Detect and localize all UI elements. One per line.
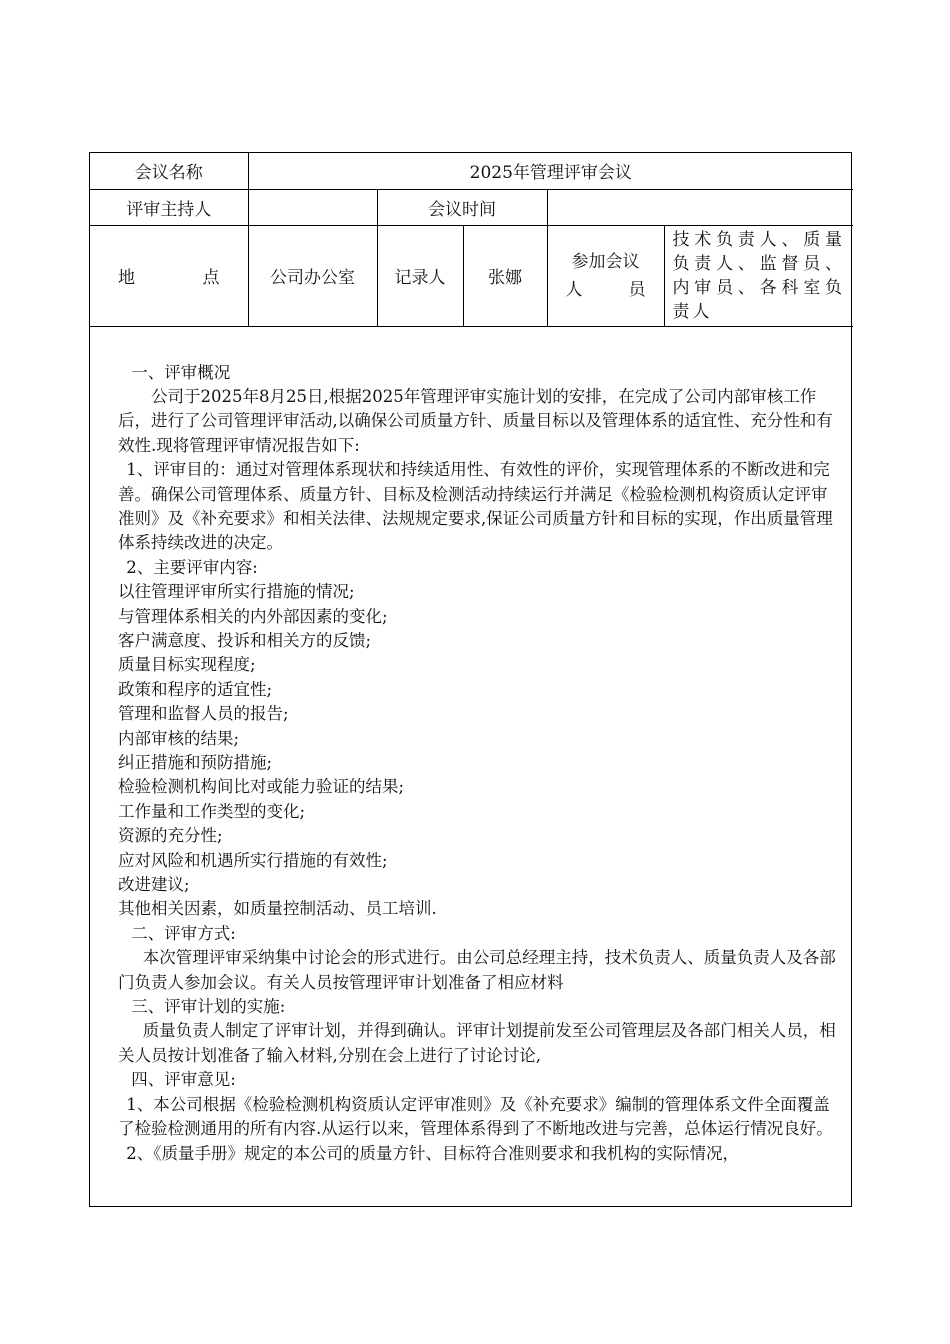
attendees-line: 内审员、各科室负 bbox=[672, 277, 846, 298]
location-label: 地 点 bbox=[90, 225, 248, 326]
list-item: 应对风险和机遇所实行措施的有效性; bbox=[118, 850, 388, 870]
list-item: 质量目标实现程度; bbox=[118, 655, 256, 675]
overview-paragraph: 公司于2025年8月25日,根据2025年管理评审实施计划的安排，在完成了公司内部审核工作后，进行了公司管理评审活动,以确保公司质量方针、质量目标以及管理体系的适宜性、充分性和有效性.现将管理评审情况报告如下: bbox=[118, 386, 833, 455]
attendees-label-line1: 参加会议 bbox=[571, 251, 640, 272]
attendees-label bbox=[547, 225, 664, 326]
section-overview-title: 一、评审概况 bbox=[131, 362, 231, 382]
list-item: 资源的充分性; bbox=[118, 826, 223, 846]
list-item: 其他相关因素，如质量控制活动、员工培训. bbox=[118, 899, 437, 919]
time-value bbox=[547, 189, 853, 225]
attendees-label-line2: 人 员 bbox=[565, 279, 646, 300]
list-item: 与管理体系相关的内外部因素的变化; bbox=[118, 606, 388, 626]
list-item: 工作量和工作类型的变化; bbox=[118, 801, 306, 821]
list-item: 检验检测机构间比对或能力验证的结果; bbox=[118, 777, 405, 797]
recorder-value: 张娜 bbox=[463, 225, 547, 326]
time-label: 会议时间 bbox=[377, 189, 547, 225]
list-item: 管理和监督人员的报告; bbox=[118, 704, 289, 724]
list-item: 政策和程序的适宜性; bbox=[118, 679, 273, 699]
list-item: 以往管理评审所实行措施的情况; bbox=[118, 582, 355, 602]
opinion-item-2: 2、《质量手册》规定的本公司的质量方针、目标符合准则要求和我机构的实际情况， bbox=[126, 1143, 739, 1163]
meeting-record-form bbox=[89, 152, 852, 1207]
review-content-heading: 2、主要评审内容: bbox=[126, 557, 258, 577]
attendees-line: 技术负责人、质量 bbox=[672, 229, 846, 250]
opinion-item-1: 1、本公司根据《检验检测机构资质认定评审准则》及《补充要求》编制的管理体系文件全面覆盖了检验检测通用的所有内容.从运行以来，管理体系得到了不断地改进与完善，总体运行情况良好。 bbox=[118, 1094, 833, 1139]
attendees-line: 负责人、监督员、 bbox=[672, 253, 846, 274]
meeting-info-table bbox=[90, 153, 853, 327]
list-item: 改进建议; bbox=[118, 875, 190, 895]
host-value bbox=[248, 189, 377, 225]
section-method-title: 二、评审方式: bbox=[131, 923, 236, 943]
attendees-value bbox=[664, 225, 853, 326]
list-item: 内部审核的结果; bbox=[118, 728, 240, 748]
meeting-name-label: 会议名称 bbox=[90, 153, 248, 189]
list-item: 客户满意度、投诉和相关方的反馈; bbox=[118, 630, 372, 650]
attendees-line: 责人 bbox=[672, 301, 713, 322]
list-item: 纠正措施和预防措施; bbox=[118, 753, 273, 772]
method-paragraph: 本次管理评审采纳集中讨论会的形式进行。由公司总经理主持，技术负责人、质量负责人及各部门负责人参加会议。有关人员按管理评审计划准备了相应材料 bbox=[118, 948, 836, 992]
plan-paragraph: 质量负责人制定了评审计划，并得到确认。评审计划提前发至公司管理层及各部门相关人员，相关人员按计划准备了输入材料,分别在会上进行了讨论讨论, bbox=[118, 1021, 836, 1065]
meeting-name-value: 2025年管理评审会议 bbox=[248, 153, 853, 189]
location-value: 公司办公室 bbox=[248, 225, 377, 326]
review-report-body bbox=[90, 327, 851, 1166]
section-plan-title: 三、评审计划的实施: bbox=[131, 997, 286, 1017]
recorder-label: 记录人 bbox=[377, 225, 463, 326]
review-purpose: 1、评审目的：通过对管理体系现状和持续适用性、有效性的评价，实现管理体系的不断改进和完善。确保公司管理体系、质量方针、目标及检测活动持续运行并满足《检验检测机构资质认定评审准则》及《补充要求》和相关法律、法规规定要求,保证公司质量方针和目标的实现，作出质量管理体系持续改进的决定。 bbox=[118, 460, 833, 553]
review-items-list bbox=[118, 580, 839, 922]
host-label: 评审主持人 bbox=[90, 189, 248, 225]
section-opinion-title: 四、评审意见: bbox=[131, 1070, 236, 1090]
